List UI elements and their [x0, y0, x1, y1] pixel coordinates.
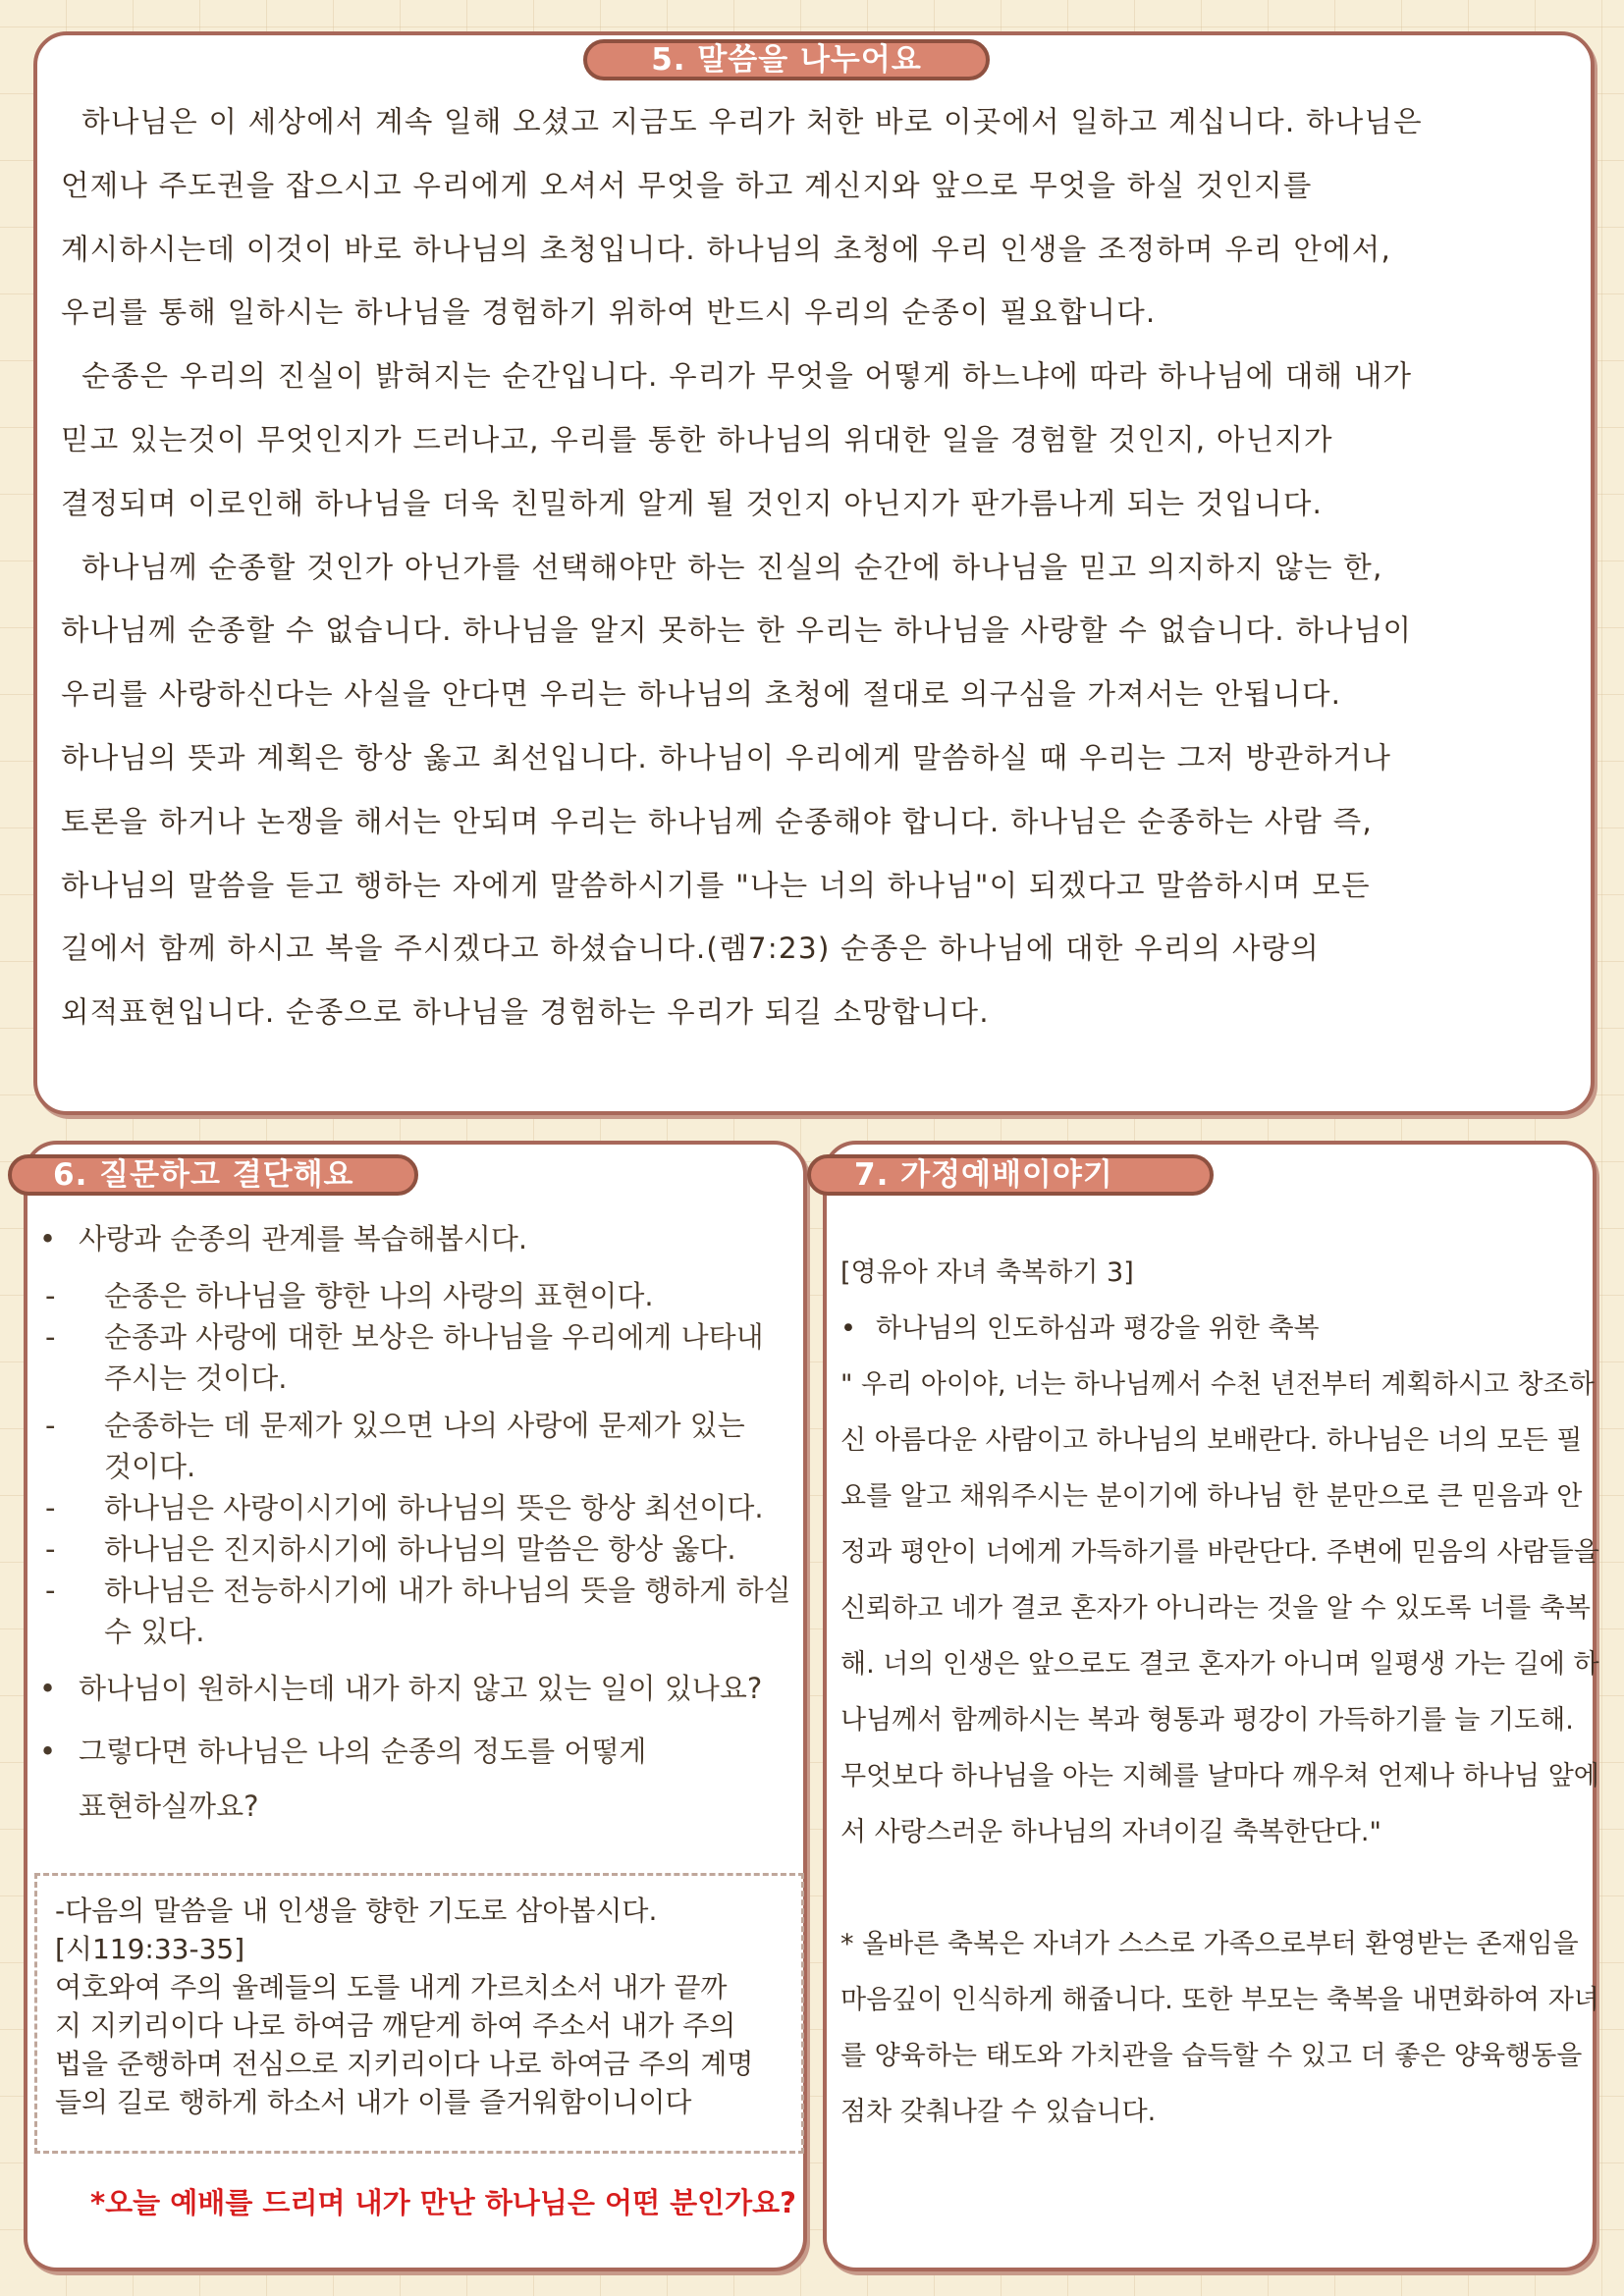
blessing-line: 서 사랑스러운 하나님의 자녀이길 축복한단다." [840, 1817, 1381, 1847]
list-item-text: 하나님은 진지하시기에 하나님의 말씀은 항상 옳다. [104, 1532, 736, 1566]
list-item-text: 순종하는 데 문제가 있으면 나의 사랑에 문제가 있는 [104, 1409, 745, 1442]
list-item-text: 순종과 사랑에 대한 보상은 하나님을 우리에게 나타내 [104, 1320, 764, 1354]
prayer-line: 여호와여 주의 율례들의 도를 내게 가르치소서 내가 끝까 [55, 1971, 728, 2003]
list-item-text: 표현하실까요? [79, 1789, 259, 1823]
blessing-line: 요를 알고 채워주시는 분이기에 하나님 한 분만으로 큰 믿음과 안 [840, 1481, 1583, 1512]
dash-marker: - [45, 1491, 56, 1524]
prayer-intro: -다음의 말씀을 내 인생을 향한 기도로 삼아봅시다. [55, 1895, 658, 1927]
body-line: 하나님께 순종할 수 없습니다. 하나님을 알지 못하는 한 우리는 하나님을 사랑할 수 없습니다. 하나님이 [61, 614, 1413, 648]
body-line: 우리를 통해 일하시는 하나님을 경험하기 위하여 반드시 우리의 순종이 필요합니다. [61, 295, 1157, 330]
list-item-text: 그렇다면 하나님은 나의 순종의 정도를 어떻게 [79, 1735, 647, 1768]
bullet-marker: • [840, 1313, 856, 1344]
dash-marker: - [45, 1409, 56, 1442]
body-line: 길에서 함께 하시고 복을 주시겠다고 하셨습니다.(렘7:23) 순종은 하나님에 대한 우리의 사랑의 [61, 932, 1320, 966]
spacer [840, 1860, 1579, 1916]
blessing-line: 신 아름다운 사람이고 하나님의 보배란다. 하나님은 너의 모든 필 [840, 1425, 1583, 1456]
section-5-body [61, 90, 1585, 1044]
section-5-title: 5. 말씀을 나누어요 [583, 39, 990, 80]
reflection-question: *오늘 예배를 드리며 내가 만난 하나님은 어떤 분인가요? [90, 2186, 796, 2219]
prayer-line: 법을 준행하며 전심으로 지키리이다 나로 하여금 주의 계명 [55, 2048, 754, 2080]
list-item-text: 하나님은 전능하시기에 내가 하나님의 뜻을 행하게 하실 [104, 1574, 791, 1607]
list-item-text: 것이다. [104, 1450, 196, 1483]
bullet-marker: • [39, 1672, 57, 1705]
section-7-subtitle: [영유아 자녀 축복하기 3] [840, 1257, 1134, 1288]
body-line: 우리를 사랑하신다는 사실을 안다면 우리는 하나님의 초청에 절대로 의구심을 가져서는 안됩니다. [61, 677, 1342, 712]
body-line: 믿고 있는것이 무엇인지가 드러나고, 우리를 통한 하나님의 위대한 일을 경험할 것인지, 아닌지가 [61, 422, 1333, 456]
body-line: 계시하시는데 이것이 바로 하나님의 초청입니다. 하나님의 초청에 우리 인생을 조정하며 우리 안에서, [61, 232, 1392, 266]
note-line: 점차 갖춰나갈 수 있습니다. [840, 2097, 1157, 2127]
body-line: 하나님께 순종할 것인가 아닌가를 선택해야만 하는 진실의 순간에 하나님을 믿고 의지하지 않는 한, [61, 550, 1383, 584]
dash-marker: - [45, 1574, 56, 1607]
list-item-text: 하나님은 사랑이시기에 하나님의 뜻은 항상 최선이다. [104, 1491, 764, 1524]
note-line: * 올바른 축복은 자녀가 스스로 가족으로부터 환영받는 존재임을 [840, 1929, 1579, 1959]
body-line: 순종은 우리의 진실이 밝혀지는 순간입니다. 우리가 무엇을 어떻게 하느냐에 따라 하나님에 대해 내가 [61, 359, 1413, 394]
prayer-line: 지 지키리이다 나로 하여금 깨닫게 하여 주소서 내가 주의 [55, 2009, 736, 2042]
blessing-line: 나님께서 함께하시는 복과 형통과 평강이 가득하기를 늘 기도해. [840, 1705, 1574, 1735]
prayer-line: 들의 길로 행하게 하소서 내가 이를 즐거워함이니이다 [55, 2086, 692, 2118]
blessing-line: 신뢰하고 네가 결코 혼자가 아니라는 것을 알 수 있도록 너를 축복 [840, 1593, 1591, 1624]
body-line: 외적표현입니다. 순종으로 하나님을 경험하는 우리가 되길 소망합니다. [61, 995, 990, 1030]
body-line: 언제나 주도권을 잡으시고 우리에게 오셔서 무엇을 하고 계신지와 앞으로 무엇을 하실 것인지를 [61, 168, 1313, 202]
list-item-text: 수 있다. [104, 1615, 205, 1648]
bullet-marker: • [39, 1735, 57, 1768]
body-line: 결정되며 이로인해 하나님을 더욱 친밀하게 알게 될 것인지 아닌지가 판가름나게 되는 것입니다. [61, 486, 1324, 520]
list-item-text: 하나님이 원하시는데 내가 하지 않고 있는 일이 있나요? [79, 1672, 763, 1705]
section-7-body [840, 1245, 1599, 2140]
body-line: 하나님의 뜻과 계획은 항상 옳고 최선입니다. 하나님이 우리에게 말씀하실 때 우리는 그저 방관하거나 [61, 740, 1392, 774]
bullet-marker: • [39, 1222, 57, 1255]
dash-marker: - [45, 1320, 56, 1354]
list-item [840, 1301, 1579, 1357]
blessing-line: 해. 너의 인생은 앞으로도 결코 혼자가 아니며 일평생 가는 길에 하 [840, 1649, 1599, 1680]
note-line: 마음깊이 인식하게 해줍니다. 또한 부모는 축복을 내면화하여 자녀 [840, 1985, 1599, 2015]
dash-marker: - [45, 1532, 56, 1566]
list-item-text: 순종은 하나님을 향한 나의 사랑의 표현이다. [104, 1279, 654, 1312]
prayer-box [34, 1873, 804, 2154]
blessing-line: 정과 평안이 너에게 가득하기를 바란단다. 주변에 믿음의 사람들을 [840, 1537, 1599, 1568]
body-line: 하나님은 이 세상에서 계속 일해 오셨고 지금도 우리가 처한 바로 이곳에서 일하고 계십니다. 하나님은 [61, 105, 1423, 138]
body-line: 하나님의 말씀을 듣고 행하는 자에게 말씀하시기를 "나는 너의 하나님"이 되겠다고 말씀하시며 모든 [61, 868, 1371, 902]
prayer-reference: [시119:33-35] [55, 1933, 245, 1965]
body-line: 토론을 하거나 논쟁을 해서는 안되며 우리는 하나님께 순종해야 합니다. 하나님은 순종하는 사람 즉, [61, 804, 1373, 838]
list-item-text: 하나님의 인도하심과 평강을 위한 축복 [876, 1313, 1320, 1344]
blessing-line: " 우리 아이야, 너는 하나님께서 수천 년전부터 계획하시고 창조하 [840, 1369, 1595, 1400]
dash-marker: - [45, 1279, 56, 1312]
blessing-line: 무엇보다 하나님을 아는 지혜를 날마다 깨우쳐 언제나 하나님 앞에 [840, 1761, 1599, 1791]
list-item-text: 사랑과 순종의 관계를 복습해봅시다. [79, 1222, 528, 1255]
note-line: 를 양육하는 태도와 가치관을 습득할 수 있고 더 좋은 양육행동을 [840, 2041, 1583, 2071]
section-7-title: 7. 가정예배이야기 [807, 1154, 1214, 1196]
section-6-title: 6. 질문하고 결단해요 [8, 1154, 418, 1196]
list-item-text: 주시는 것이다. [104, 1362, 288, 1395]
